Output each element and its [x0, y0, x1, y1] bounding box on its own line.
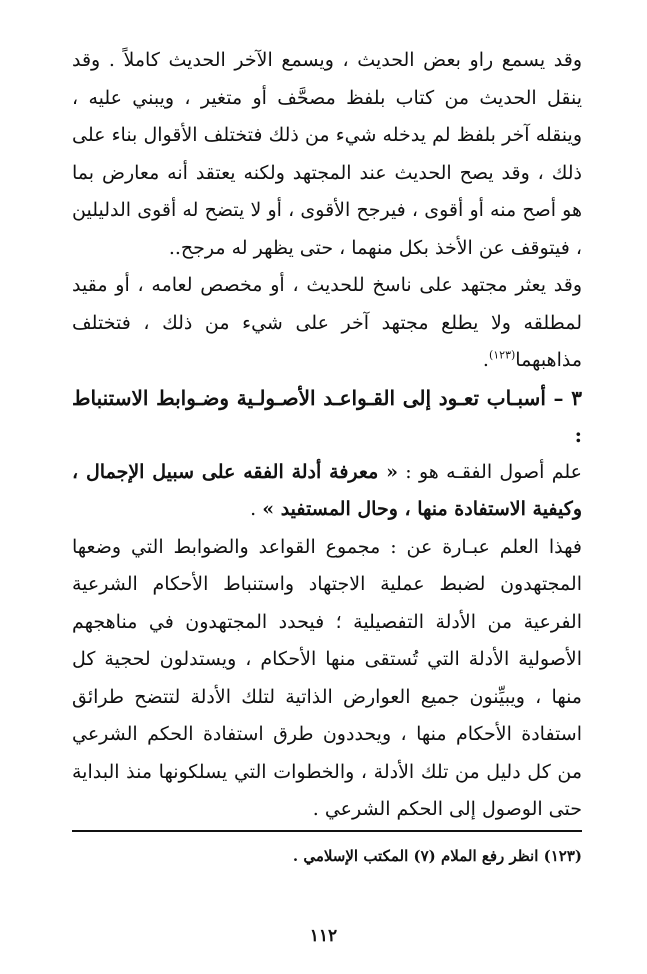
- paragraph-3-end: .: [250, 498, 263, 520]
- paragraph-2-text: وقد يعثر مجتهد على ناسخ للحديث ، أو مخصص لعامه ، أو مقيد لمطلقه ولا يطلع مجتهد آخر على شيء من ذلك ، فتختلف مذاهبهما: [72, 274, 582, 371]
- section-heading-colon: :: [574, 422, 582, 447]
- page-number: ١١٢: [309, 926, 338, 946]
- paragraph-3-intro: علم أصول الفقـه هو :: [397, 460, 582, 483]
- definition-quote: « معرفة أدلة الفقه على سبيل الإجمال ، وكيفية الاستفادة منها ، وحال المستفيد »: [72, 460, 582, 520]
- footnote-reference[interactable]: (١٢٣): [488, 348, 516, 362]
- section-heading: [72, 380, 582, 454]
- main-text-block: [72, 42, 582, 829]
- paragraph-2-end: .: [482, 349, 489, 371]
- paragraph-1: وقد يسمع راو بعض الحديث ، ويسمع الآخر الحديث كاملاً . وقد ينقل الحديث من كتاب بلفظ مصحَّف أو متغير ، ويبني عليه ، وينقله آخر بلفظ لم يدخله شيء من ذلك فتختلف الأقوال بناء على ذلك ، وقد يصح الحديث عند المجتهد ولكنه يعتقد أنه معارض بما هو أصح منه أو أقوى ، فيرجح الأقوى ، أو لا يتضح له أقوى الدليلين ، فيتوقف عن الأخذ بكل منهما ، حتى يظهر له مرجح..: [72, 49, 582, 259]
- paragraph-4: فهذا العلم عبـارة عن : مجموع القواعد والضوابط التي وضعها المجتهدون لضبط عملية الاجتهاد واستنباط الأحكام الشرعية الفرعية من الأدلة التفصيلية ؛ فيحدد المجتهدون في مناهجهم الأصولية الأدلة التي تُستقى منها الأحكام ، ويستدلون لحجية كل منها ، ويبيِّنون جميع العوارض الذاتية لتلك الأدلة لتتضح طرائق استفادة الأحكام منها ، ويحددون طرق استفادة الحكم الشرعي من كل دليل من تلك الأدلة ، والخطوات التي يسلكونها منذ البداية حتى الوصول إلى الحكم الشرعي .: [72, 535, 582, 820]
- paragraph-3: [72, 454, 582, 529]
- footnote: (١٢٣) انظر رفع الملام (٧) المكتب الإسلامي .: [292, 847, 582, 865]
- footnote-divider: [72, 830, 582, 832]
- paragraph-2: [72, 267, 582, 380]
- section-heading-text: ٣ – أسبـاب تعـود إلى القـواعـد الأصـولـية وضـوابط الاستنباط: [72, 385, 582, 410]
